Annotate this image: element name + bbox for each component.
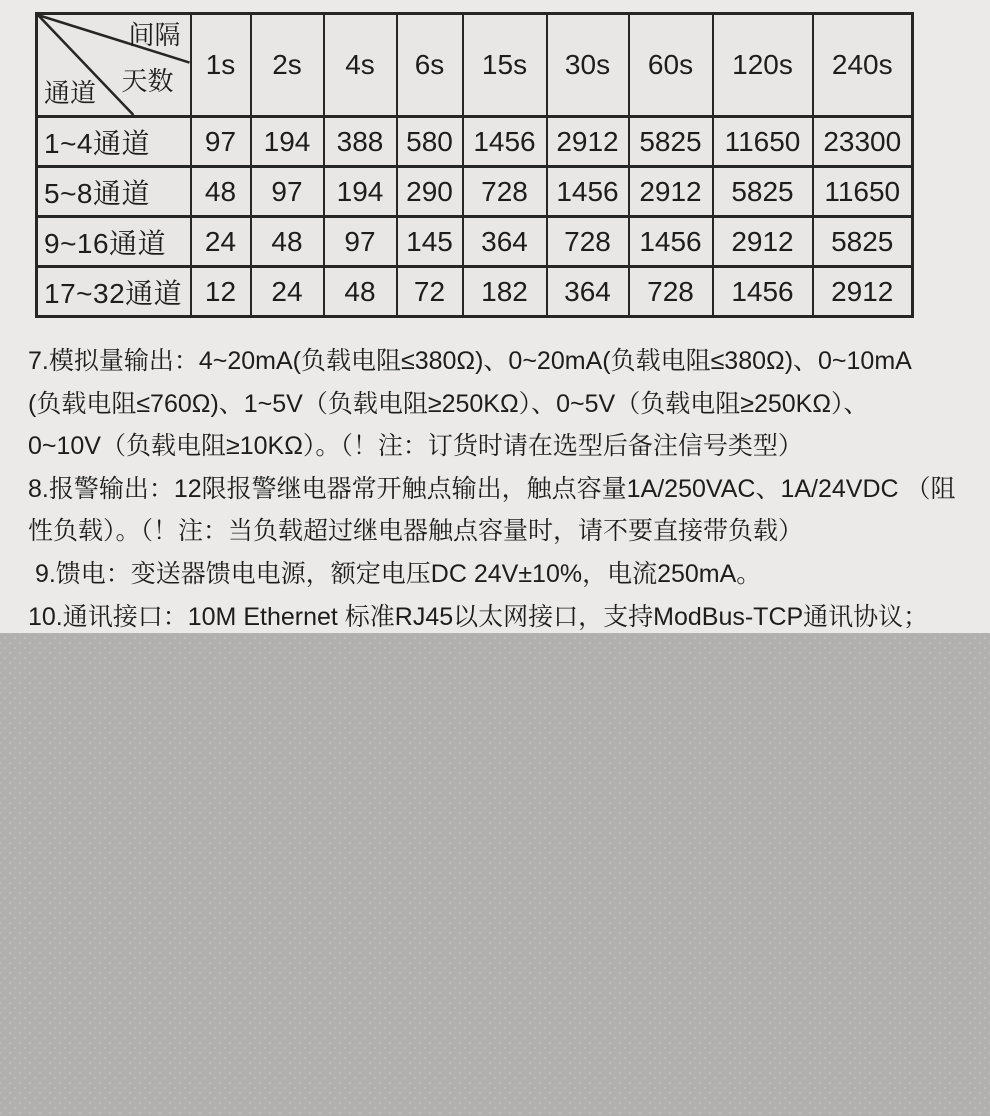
value-cell: 182 [463,267,547,317]
column-header: 30s [547,14,629,117]
value-cell: 23300 [813,117,913,167]
value-cell: 1456 [547,167,629,217]
value-cell: 2912 [547,117,629,167]
value-cell: 48 [191,167,251,217]
value-cell: 145 [397,217,463,267]
column-header: 120s [713,14,813,117]
column-header: 1s [191,14,251,117]
spec-line: 9.馈电：变送器馈电电源，额定电压DC 24V±10%，电流250mA。 [28,559,762,588]
record-days-table [35,12,914,318]
spec-line: 10.通讯接口：10M Ethernet 标准RJ45以太网接口，支持ModBus-TCP通讯协议； [28,602,929,631]
value-cell: 11650 [813,167,913,217]
value-cell: 1456 [629,217,713,267]
value-cell: 11650 [713,117,813,167]
value-cell: 5825 [713,167,813,217]
column-header: 2s [251,14,324,117]
table-row [37,267,913,317]
gray-overlay [0,633,990,1116]
table-corner-cell [37,14,191,117]
column-header: 60s [629,14,713,117]
row-label: 5~8通道 [37,167,191,217]
spec-line: 性负载）。（！注：当负载超过继电器触点容量时，请不要直接带负载） [28,517,804,546]
table-header-row [37,14,913,117]
value-cell: 364 [547,267,629,317]
value-cell: 24 [191,217,251,267]
spec-line: 7.模拟量输出：4~20mA(负载电阻≤380Ω)、0~20mA(负载电阻≤380Ω)、0~10mA [28,347,912,375]
table-row [37,117,913,167]
value-cell: 48 [251,217,324,267]
column-header: 6s [397,14,463,117]
value-cell: 388 [324,117,397,167]
column-header: 240s [813,14,913,117]
value-cell: 728 [629,267,713,317]
value-cell: 364 [463,217,547,267]
value-cell: 728 [463,167,547,217]
value-cell: 5825 [813,217,913,267]
value-cell: 2912 [629,167,713,217]
corner-label-days: 天数 [121,66,174,96]
value-cell: 48 [324,267,397,317]
corner-label-interval: 间隔 [128,20,181,50]
corner-label-channel: 通道 [44,78,97,108]
spec-line: 0~10V（负载电阻≥10KΩ）。（！注：订货时请在选型后备注信号类型） [28,432,803,461]
table-row [37,167,913,217]
row-label: 9~16通道 [37,217,191,267]
value-cell: 97 [251,167,324,217]
value-cell: 194 [251,117,324,167]
row-label: 1~4通道 [37,117,191,167]
value-cell: 2912 [813,267,913,317]
value-cell: 290 [397,167,463,217]
column-header: 4s [324,14,397,117]
value-cell: 728 [547,217,629,267]
value-cell: 97 [191,117,251,167]
spec-line: (负载电阻≤760Ω)、1~5V（负载电阻≥250KΩ）、0~5V（负载电阻≥250KΩ）、 [28,389,869,418]
row-label: 17~32通道 [37,267,191,317]
spec-paragraphs [28,340,980,638]
value-cell: 12 [191,267,251,317]
value-cell: 24 [251,267,324,317]
value-cell: 5825 [629,117,713,167]
value-cell: 1456 [713,267,813,317]
value-cell: 97 [324,217,397,267]
value-cell: 2912 [713,217,813,267]
value-cell: 580 [397,117,463,167]
column-header: 15s [463,14,547,117]
spec-line: 8.报警输出：12限报警继电器常开触点输出，触点容量1A/250VAC、1A/24VDC （阻 [28,474,956,503]
value-cell: 1456 [463,117,547,167]
value-cell: 72 [397,267,463,317]
value-cell: 194 [324,167,397,217]
table-row [37,217,913,267]
